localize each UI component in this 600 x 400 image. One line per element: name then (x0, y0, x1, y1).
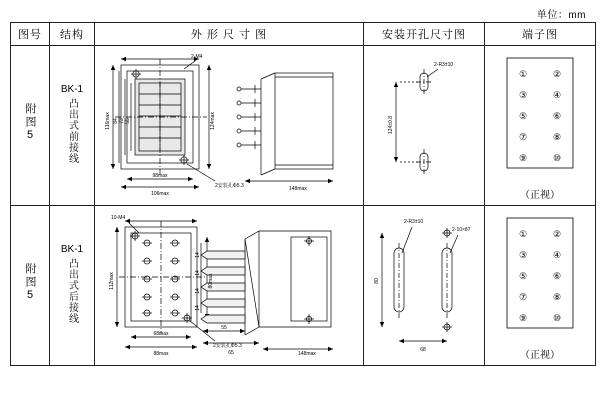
structure-model-2: BK-1 (60, 244, 84, 255)
header-mounting-hole: 安装开孔尺寸图 (364, 23, 485, 46)
table-header-row (11, 23, 596, 46)
dim-55-1: 55 (125, 117, 131, 124)
dim-116max-1: 116max (105, 111, 111, 130)
terminal-cell-2 (485, 206, 596, 366)
dim-68-2: 68 (420, 346, 426, 353)
dim-80max-2: 80max (208, 272, 214, 289)
header-terminal: 端子图 (485, 23, 596, 46)
dim-14c-2: 14 (195, 287, 201, 294)
table-row (11, 46, 596, 206)
dim-14b-2: 14 (195, 269, 201, 276)
dim-148max-2: 148max (298, 350, 316, 357)
drawing-no-1: 附图5 (24, 103, 36, 143)
dim-84-1: 84 (113, 117, 119, 124)
svg-text:④: ④ (552, 90, 562, 100)
dim-68max-2: 68max (153, 330, 169, 337)
dim-124max-1: 124max (210, 111, 216, 130)
svg-text:⑥: ⑥ (552, 271, 562, 281)
dim-73-1: 73 (119, 117, 125, 124)
structure-cell-1 (50, 46, 95, 206)
svg-text:⑩: ⑩ (552, 313, 562, 323)
terminal-note-2: （正视） (520, 350, 560, 361)
header-structure: 结构 (50, 23, 95, 46)
structure-cell-2 (50, 206, 95, 366)
outline-cell-2 (95, 206, 364, 366)
svg-text:⑨: ⑨ (518, 313, 528, 323)
svg-text:⑧: ⑧ (552, 132, 562, 142)
dimension-table (10, 22, 596, 366)
dim-2r3-1: 2-R3±10 (434, 61, 454, 68)
dim-124-1: 124±0.8 (388, 115, 394, 134)
svg-text:③: ③ (518, 250, 528, 260)
dim-88max-2: 88max (153, 350, 169, 357)
dim-14d-2: 14 (195, 304, 201, 311)
svg-text:①: ① (518, 69, 528, 79)
outline-cell-1 (95, 46, 364, 206)
svg-text:④: ④ (552, 250, 562, 260)
svg-text:⑨: ⑨ (518, 153, 528, 163)
svg-text:②: ② (552, 69, 562, 79)
dim-106max-1: 106max (151, 190, 169, 197)
svg-text:⑤: ⑤ (518, 271, 528, 281)
terminal-note-1: （正视） (520, 190, 560, 201)
outline-drawing-1 (95, 47, 363, 205)
mounting-drawing-2 (364, 207, 484, 365)
structure-model-1: BK-1 (60, 84, 84, 95)
dim-10-m4-2: 10-M4 (111, 214, 126, 221)
terminal-drawing-1 (485, 50, 595, 184)
dim-98max-1: 98max (152, 172, 168, 179)
drawing-no-cell-2 (11, 206, 50, 366)
dim-14a-2: 14 (195, 251, 201, 258)
dim-148max-1: 148max (289, 185, 307, 192)
header-drawing-no: 图号 (11, 23, 50, 46)
terminal-cell-1 (485, 46, 596, 206)
svg-text:①: ① (518, 229, 528, 239)
dim-mount-hole-1: 2安装孔Φ5.3 (215, 182, 244, 189)
svg-text:⑦: ⑦ (518, 292, 528, 302)
structure-text-1: 凸出式前接线 (66, 98, 78, 164)
dim-2r3-2: 2-R3±10 (404, 218, 424, 225)
svg-text:⑧: ⑧ (552, 292, 562, 302)
table-row (11, 206, 596, 366)
terminal-drawing-2 (485, 210, 595, 344)
dim-2-m4-1: 2-M4 (191, 53, 203, 60)
drawing-no-cell-1 (11, 46, 50, 206)
svg-text:③: ③ (518, 90, 528, 100)
svg-text:⑤: ⑤ (518, 111, 528, 121)
dim-2-10x87-2: 2-10×87 (452, 226, 471, 233)
dim-112max-2: 112max (109, 271, 115, 290)
svg-text:⑥: ⑥ (552, 111, 562, 121)
svg-text:⑦: ⑦ (518, 132, 528, 142)
dim-65-2: 65 (228, 349, 234, 356)
structure-text-2: 凸出式后接线 (66, 258, 78, 324)
outline-drawing-2 (95, 207, 363, 365)
drawing-no-2: 附图5 (24, 263, 36, 303)
svg-text:②: ② (552, 229, 562, 239)
dim-55-2: 55 (221, 324, 227, 331)
mounting-drawing-1 (364, 47, 484, 205)
unit-note: 单位：mm (536, 10, 586, 21)
dim-mount-hole-2: 2安装孔Φ5.3 (213, 342, 242, 349)
mounting-cell-1 (364, 46, 485, 206)
dim-80-2: 80 (374, 277, 380, 284)
mounting-cell-2 (364, 206, 485, 366)
header-outline-dimensions: 外 形 尺 寸 图 (95, 23, 364, 46)
svg-text:⑩: ⑩ (552, 153, 562, 163)
